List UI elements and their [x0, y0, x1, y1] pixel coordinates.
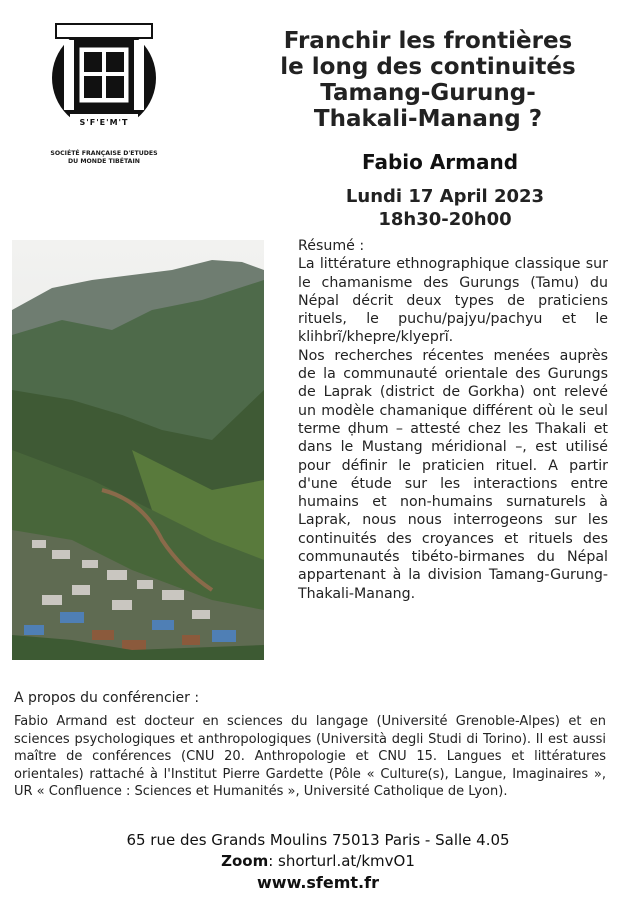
abstract-heading: Résumé : [298, 238, 365, 254]
mountain-village-photo [12, 240, 264, 660]
date-line: Lundi 17 April 2023 [345, 186, 545, 207]
address: 65 rue des Grands Moulins 75013 Paris - Salle 4.05 [126, 831, 510, 849]
title-line: le long des continuités [280, 54, 576, 80]
about-text: Fabio Armand est docteur en sciences du langage (Université Grenoble-Alpes) et en sciences psychologiques et anthropologiques (Università degli Studi di Torino). Il est aussi maître de conférences (CNU 20. Anthropologie et CNU 15. Langues et littératures orientales) rattaché à l'Institut Pierre Gardette (Pôle « Culture(s), Langue, Imaginaires », UR « Confluence : Sciences et Humanités », Université Catholique de Lyon). [14, 714, 606, 799]
abstract [298, 237, 608, 603]
zoom-label: Zoom [221, 852, 269, 870]
logo-name-line-2: DU MONDE TIBÉTAIN [68, 158, 140, 165]
time-line: 18h30-20h00 [378, 209, 512, 230]
zoom-link[interactable]: : shorturl.at/kmvO1 [268, 852, 415, 870]
abstract-paragraph-1: La littérature ethnographique classique sur le chamanisme des Gurungs (Tamu) du Népal décrit deux types de praticiens rituels, le puchu/pajyu/pachyu et le klihbrĩ/khepre/klyeprĩ. [298, 256, 608, 346]
speaker-name: Fabio Armand [361, 150, 519, 174]
title-line: Tamang-Gurung- [320, 80, 536, 106]
logo-acronym: S'F'E'M'T [79, 118, 129, 127]
title-line: Franchir les frontières [283, 28, 573, 54]
logo-window-icon [44, 18, 164, 148]
logo-society-name [40, 150, 168, 166]
title-line: Thakali-Manang ? [313, 106, 543, 132]
abstract-paragraph-2: Nos recherches récentes menées auprès de la communauté orientale des Gurungs de Laprak (district de Gorkha) ont relevé un modèle chamanique différent où le seul terme ḍhum – attesté chez les Thakali et dans le Mustang méridional –, est utilisé pour définir le praticien rituel. A partir d'une étude sur les interactions entre humains et non-humains surnaturels à Laprak, nous nous interrogeons sur les continuités des croyances et rituels des communautés tibéto-birmanes du Népal appartenant à la division Tamang-Gurung-Thakali-Manang. [298, 347, 608, 602]
website-link[interactable]: www.sfemt.fr [257, 873, 379, 892]
event-date [320, 185, 570, 231]
about-heading: A propos du conférencier : [14, 690, 200, 706]
zoom-line [0, 851, 636, 872]
event-footer [0, 830, 636, 893]
page-title [248, 28, 608, 132]
logo-name-line-1: SOCIÉTÉ FRANÇAISE D'ETUDES [50, 150, 158, 157]
